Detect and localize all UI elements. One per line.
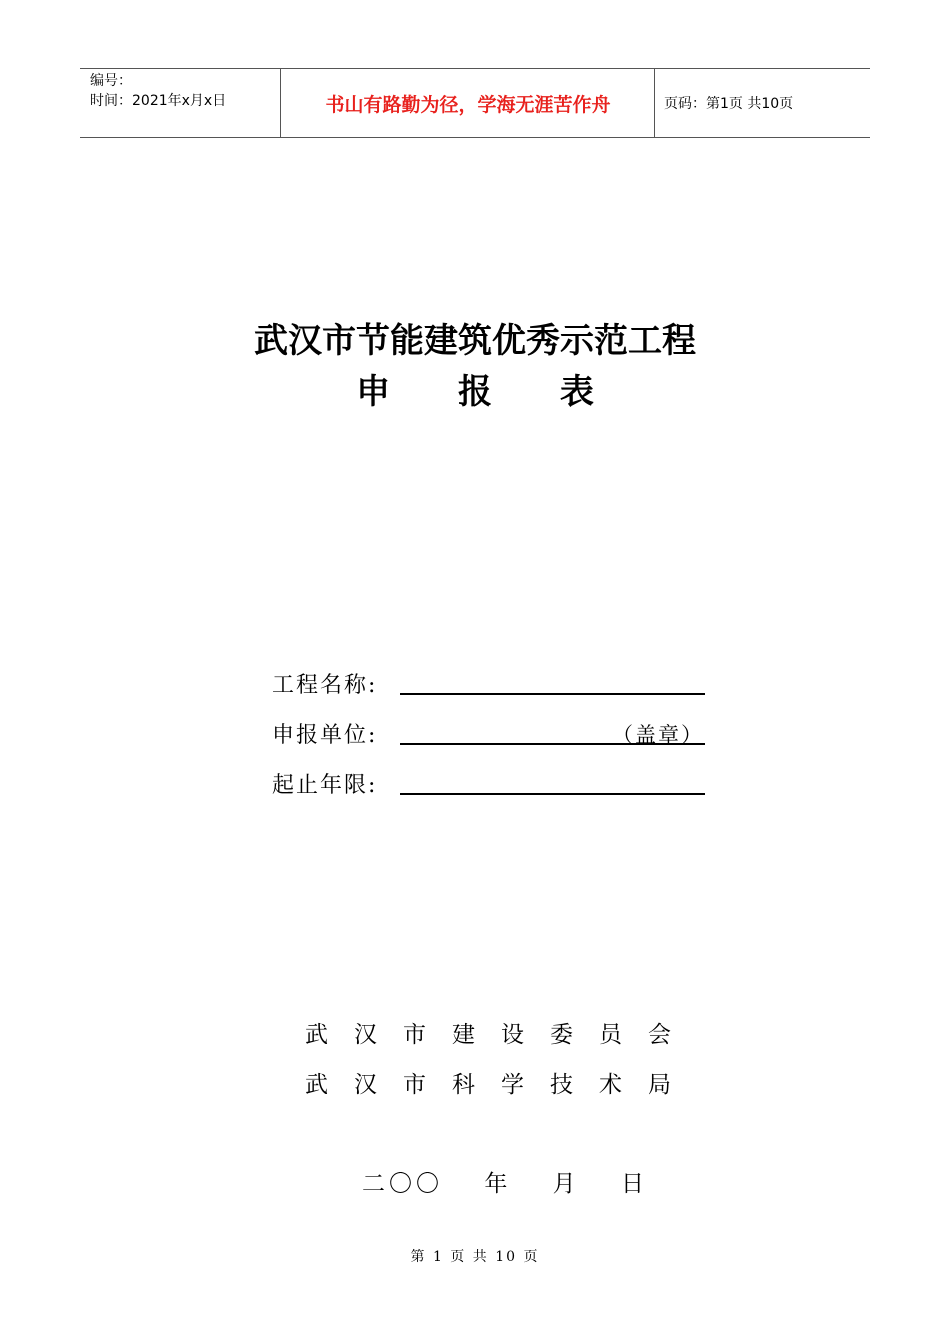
issuer-construction-committee: 武汉市建设委员会 — [305, 1022, 697, 1048]
applicant-unit-line — [400, 743, 705, 745]
month-label: 月 — [552, 1171, 580, 1197]
header-divider — [654, 69, 655, 137]
year-label: 年 — [484, 1171, 512, 1197]
issuer-science-bureau: 武汉市科学技术局 — [305, 1072, 697, 1098]
applicant-unit-label: 申报单位: — [272, 723, 378, 748]
header-table — [80, 68, 870, 138]
header-divider — [280, 69, 281, 137]
time-label: 时间：2021年x月x日 — [90, 93, 227, 109]
footer-page-info: 第 1 页 共 10 页 — [410, 1249, 540, 1265]
document-title: 武汉市节能建筑优秀示范工程 — [254, 321, 696, 361]
period-line — [400, 793, 705, 795]
period-label: 起止年限: — [272, 773, 378, 798]
project-name-label: 工程名称: — [272, 673, 378, 698]
day-label: 日 — [620, 1171, 648, 1197]
date-line — [362, 1165, 666, 1198]
motto: 书山有路勤为径，学海无涯苦作舟 — [325, 93, 611, 116]
header-page-info: 页码：第1页 共10页 — [664, 96, 794, 112]
project-name-line — [400, 693, 705, 695]
stamp-note: （盖章） — [612, 723, 704, 747]
document-subtitle: 申 报 表 — [356, 372, 622, 412]
number-label: 编号： — [90, 73, 132, 89]
header-meta — [90, 71, 226, 111]
year-prefix: 二〇〇 — [362, 1171, 443, 1197]
